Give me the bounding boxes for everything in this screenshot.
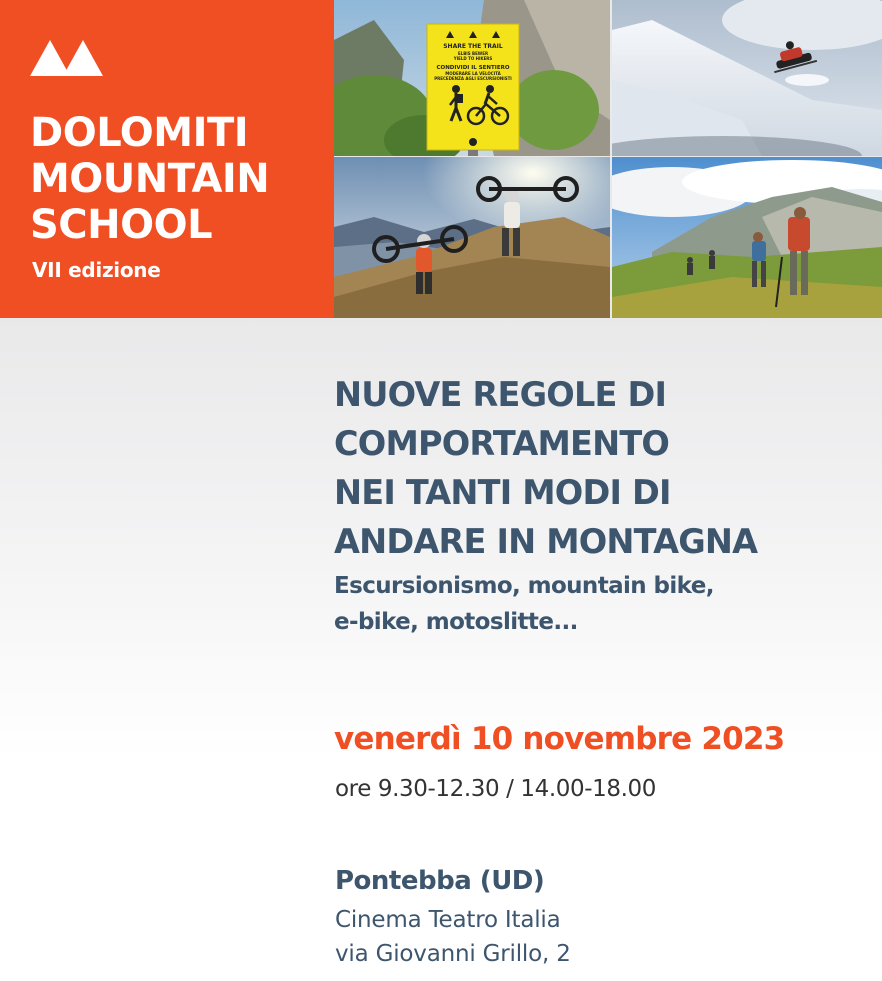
brand-panel <box>0 0 334 318</box>
share-the-trail-sign-photo <box>334 0 610 156</box>
event-info <box>334 370 879 640</box>
sign-line-4: PRECEDENZA AGLI ESCURSIONISTI <box>434 76 512 81</box>
venue-address: via Giovanni Grillo, 2 <box>335 941 571 967</box>
twin-peaks-icon <box>30 38 104 78</box>
sign-title: SHARE THE TRAIL <box>443 43 503 50</box>
snowmobile-photo <box>612 0 882 156</box>
mountain-bikers-carrying-bikes-photo <box>334 157 610 318</box>
hikers-on-meadow-photo <box>612 157 882 318</box>
event-title: NUOVE REGOLE DI COMPORTAMENTO NEI TANTI MODI DI ANDARE IN MONTAGNA <box>334 375 758 561</box>
event-subtitle: Escursionismo, mountain bike, e-bike, motoslitte... <box>334 573 714 635</box>
sign-line-1: ELBIS BEWER <box>457 51 489 56</box>
venue-city: Pontebba (UD) <box>335 866 545 896</box>
sign-line-2: YIELD TO HIKERS <box>453 56 493 61</box>
brand-name: DOLOMITI MOUNTAIN SCHOOL <box>30 110 270 248</box>
venue-name: Cinema Teatro Italia <box>335 907 561 933</box>
event-hours: ore 9.30-12.30 / 14.00-18.00 <box>335 776 656 802</box>
brand-edition: VII edizione <box>32 258 161 282</box>
event-date: venerdì 10 novembre 2023 <box>334 721 785 757</box>
sign-title-2: CONDIVIDI IL SENTIERO <box>436 65 510 71</box>
sign-line-3: MODERARE LA VELOCITÀ <box>445 71 501 76</box>
